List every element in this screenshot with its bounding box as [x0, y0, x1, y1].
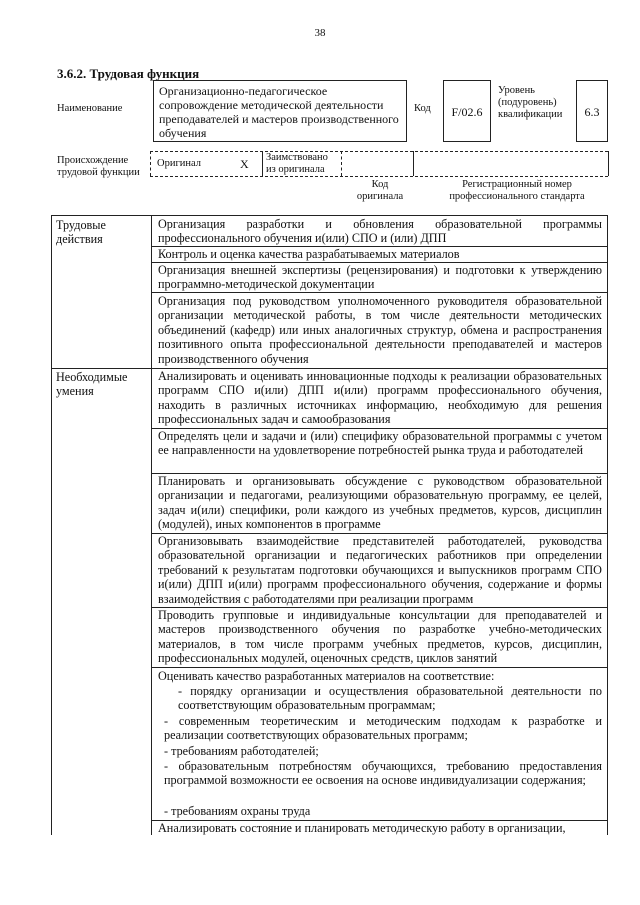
- origin-divider: [341, 151, 342, 176]
- skill-item: Организовывать взаимодействие представителей работодателей, руководства образовательной организации и педагогических работников при определении требований к результатам подготовки обучающихся и выпускников программ СПО и(или) ДПП и(или) программ профессионального обучения, содержание и формы взаимодействия с работодателями при реализации программ: [158, 534, 602, 606]
- skill-item: Анализировать и оценивать инновационные подходы к реализации образовательных программ СПО и(или) ДПП и(или) программ профессионального обучения, находить в различных источниках информацию, необходимую для решения профессиональных задач и самообразования: [158, 369, 602, 427]
- origin-top-line: [150, 151, 608, 152]
- registration-caption: Регистрационный номер профессионального стандарта: [449, 179, 585, 202]
- code-value-box: [443, 80, 491, 142]
- origin-divider: [413, 151, 414, 176]
- code-value: F/02.6: [451, 105, 483, 119]
- row-separator: [151, 292, 608, 293]
- quality-item: - требованиям охраны труда: [164, 804, 311, 818]
- quality-item: - современным теоретическим и методическим подходам к разработке и реализации соответствующих образовательных программ;: [164, 714, 602, 743]
- name-value-box: [153, 80, 407, 142]
- original-mark: X: [240, 157, 249, 171]
- skill-item: Планировать и организовывать обсуждение с руководством образовательной организации и педагогами, реализующими образовательную программу, ее целей, задач и(или) специфики, роли каждого из учебных предметов, курсов, дисциплин (модулей), иных компонентов в программе: [158, 474, 602, 532]
- borrowed-label: Заимствовано из оригинала: [266, 152, 328, 175]
- code-original-caption: Код оригинала: [356, 179, 404, 202]
- table-column-divider: [151, 215, 152, 835]
- last-row-text: Анализировать состояние и планировать методическую работу в организации,: [158, 821, 566, 835]
- origin-label: Происхождение трудовой функции: [57, 155, 140, 178]
- origin-divider: [150, 151, 151, 176]
- quality-item: - требованиям работодателей;: [164, 744, 319, 758]
- quality-item: - образовательным потребностям обучающихся, требованию предоставления программой возможности ее освоения на основе индивидуализации содержания;: [164, 759, 602, 788]
- original-label: Оригинал: [157, 158, 201, 169]
- level-value: 6.3: [584, 105, 600, 119]
- labor-action: Контроль и оценка качества разрабатываемых материалов: [158, 247, 460, 261]
- skills-label: Необходимые умения: [56, 370, 128, 399]
- name-label: Наименование: [57, 103, 123, 114]
- skill-item: Проводить групповые и индивидуальные консультации для преподавателей и мастеров производственного обучения по разработке учебно-методических материалов, в том числе программ учебных предметов, курсов, дисциплин, профессиональных модулей, оценочных средств, циклов занятий: [158, 608, 602, 666]
- level-value-box: [576, 80, 608, 142]
- origin-divider: [262, 151, 263, 176]
- labor-action: Организация разработки и обновления образовательной программы профессионального обучения и(или) СПО и (или) ДПП: [158, 217, 602, 246]
- function-name: Организационно-педагогическое сопровождение методической деятельности преподавателей и мастеров производственного обучения: [159, 84, 399, 140]
- origin-divider: [608, 151, 609, 176]
- quality-item: - порядку организации и осуществления образовательной деятельности по соответствующим образовательным программам;: [178, 684, 602, 713]
- quality-intro: Оценивать качество разработанных материалов на соответствие:: [158, 669, 495, 683]
- origin-bottom-line: [150, 176, 608, 177]
- level-label: Уровень (подуровень) квалификации: [498, 85, 563, 120]
- labor-actions-label: Трудовые действия: [56, 218, 106, 247]
- skill-item: Определять цели и задачи и (или) специфику образовательной программы с учетом ее направленности на удовлетворение потребностей рынка труда и работодателей: [158, 429, 602, 458]
- labor-action: Организация под руководством уполномоченного руководителя образовательной организации методической работы, в том числе деятельности методических объединений (кафедр) или иных аналогичных структур, обмена и распространения позитивного опыта профессиональной деятельности преподавателей и мастеров производственного обучения: [158, 294, 602, 366]
- page-number: 38: [314, 27, 326, 39]
- section-title: 3.6.2. Трудовая функция: [57, 66, 200, 81]
- labor-action: Организация внешней экспертизы (рецензирования) и подготовки к утверждению программно-методической документации: [158, 263, 602, 292]
- row-separator: [151, 667, 608, 668]
- code-label: Код: [414, 103, 431, 114]
